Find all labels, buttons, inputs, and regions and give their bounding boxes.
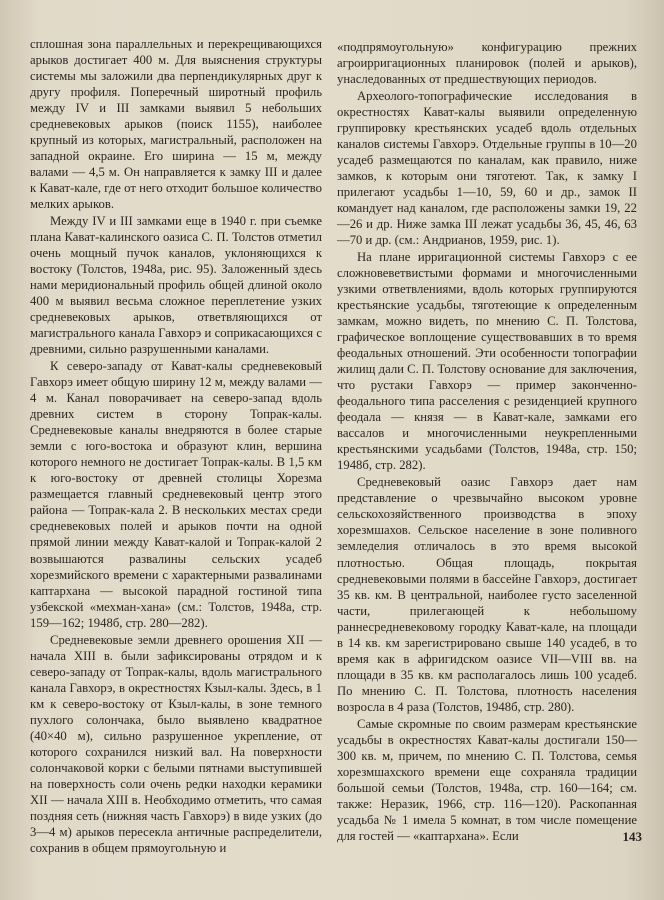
paragraph: Между IV и III замками еще в 1940 г. при съемке плана Кават-калинского оазиса С. П. Толстов отметил очень мощный пучок каналов, уклоняющихся к востоку (Толстов, 1948а, рис. 95). Заложенный здесь нами меридиональный профиль общей длиной около 400 м выявил весьма сложное переплетение узких средневековых арыков, ответвляющихся от магистрального канала Гавхорэ и соприкасающихся с древними, сильно разрушенными каналами. [30, 214, 322, 357]
paragraph: сплошная зона параллельных и перекрещивающихся арыков достигает 400 м. Для выяснения структуры системы мы заложили два перпендикулярных друг к другу профиля. Поперечный широтный профиль между IV и III замками выявил 5 небольших средневековых арыков (поиск 1155), наиболее крупный из которых, магистральный, расположен на западной окраине. Его ширина — 15 м, между валами — 4,5 м. Он направляется к замку III и далее к Кават-кале, где от него отходит большое количество мелких арыков. [30, 37, 322, 212]
paragraph: Средневековые земли древнего орошения XII — начала XIII в. были зафиксированы отрядом и к северо-западу от Топрак-калы, вдоль магистрального канала Гавхорэ, в окрестностях Кзыл-калы. Здесь, в 1 км к северо-востоку от Кзыл-калы, в зоне темного пухлого солончака, было выявлено квадратное (40×40 м), сильно разрушенное укрепление, от которого сохранился низкий вал. На поверхности солончаковой корки с белыми пятнами выступившей на поверхность соли очень редки находки керамики XII — начала XIII в. Необходимо отметить, что самая поздняя сеть (нижняя часть Гавхорэ) в виде узких (до 3—4 м) арыков пересекла античные распределители, сохранив в общем прямоугольную и [30, 632, 322, 855]
paragraph: На плане ирригационной системы Гавхорэ с ее сложновеветвистыми формами и многочисленными узкими ответвлениями, вдоль которых группируются крестьянские усадьбы, тяготеющие к определенным замкам, можно видеть, по мнению С. П. Толстова, графическое воплощение существовавших в то время феодальных отношений. Эти особенности топографии жилищ дали С. П. Толстову основание для заключения, что рустаки Гавхорэ — пример законченно-феодального типа расселения с резиденцией крупного феодала — князя — в Кават-кале, замками его вассалов и многочисленными неукрепленными крестьянскими усадьбами (Толстов, 1948а, стр. 150; 1948б, стр. 282). [337, 250, 637, 473]
right-column [337, 39, 637, 844]
paragraph: Самые скромные по своим размерам крестьянские усадьбы в окрестностях Кават-калы достигали 150—300 кв. м, причем, по мнению С. П. Толстова, семья хорезмшахского времени еще сохраняла традиции большой семьи (Толстов, 1948а, стр. 160—164; см. также: Неразик, 1966, стр. 116—120). Раскопанная усадьба № 1 имела 5 комнат, в том числе помещение для гостей — «каптархана». Если [337, 716, 637, 843]
page-number: 143 [622, 829, 642, 844]
left-column [30, 36, 322, 856]
paragraph: «подпрямоугольную» конфигурацию прежних агроирригационных планировок (полей и арыков), унаследованных от предшествующих периодов. [337, 40, 637, 87]
paragraph: Археолого-топографические исследования в окрестностях Кават-калы выявили определенную группировку крестьянских усадеб вдоль отдельных каналов системы Гавхорэ. Отдельные группы в 10—20 усадеб размещаются по каналам, как правило, ниже замков, к которым они тяготеют. Так, к замку I прилегают усадьбы 1—10, 59, 60 и др., замок II командует над каналом, где расположены замки 19, 22—26 и др. Ниже замка III лежат усадьбы 36, 45, 46, 63—70 и др. (см.: Андрианов, 1959, рис. 1). [337, 89, 637, 248]
paragraph: Средневековый оазис Гавхорэ дает нам представление о чрезвычайно высоком уровне сельскохозяйственного производства в эпоху хорезмшахов. Сельское население в зоне поливного земледелия отличалось в это время высокой плотностью. Общая площадь, покрытая средневековыми полями в бассейне Гавхорэ, достигает 35 кв. км. В центральной, наиболее густо заселенной части, прилегающей к небольшому раннесредневековому городку Кават-кале, на площади в 14 кв. км зарегистрировано свыше 140 усадеб, в то время как в афригидском оазисе VII—VIII вв. на площади в 35 кв. км располагалось лишь 100 усадеб. По мнению С. П. Толстова, плотность населения возросла в 4 раза (Толстов, 1948б, стр. 280). [337, 475, 637, 714]
paragraph: К северо-западу от Кават-калы средневековый Гавхорэ имеет общую ширину 12 м, между валами — 4 м. Канал поворачивает на северо-запад вдоль древних систем в сторону Топрак-калы. Средневековые каналы внедряются в более старые земли с юго-востока и образуют клин, вершина которого немного не достигает Топрак-калы. В 1,5 км к юго-востоку от древней столицы Хорезма размещается главный средневековый центр этого района — Топрак-кала 2. В нескольких местах среди средневековых полей и арыков почти на одной прямой линии между Кават-калой и Топрак-калой 2 возвышаются развалины сельских усадеб хорезмийского времени с характерными развалинами каптархана — высокой парадной гостиной типа узбекской «мехман-хана» (см.: Толстов, 1948а, стр. 159—162; 1948б, стр. 280—282). [30, 359, 322, 630]
